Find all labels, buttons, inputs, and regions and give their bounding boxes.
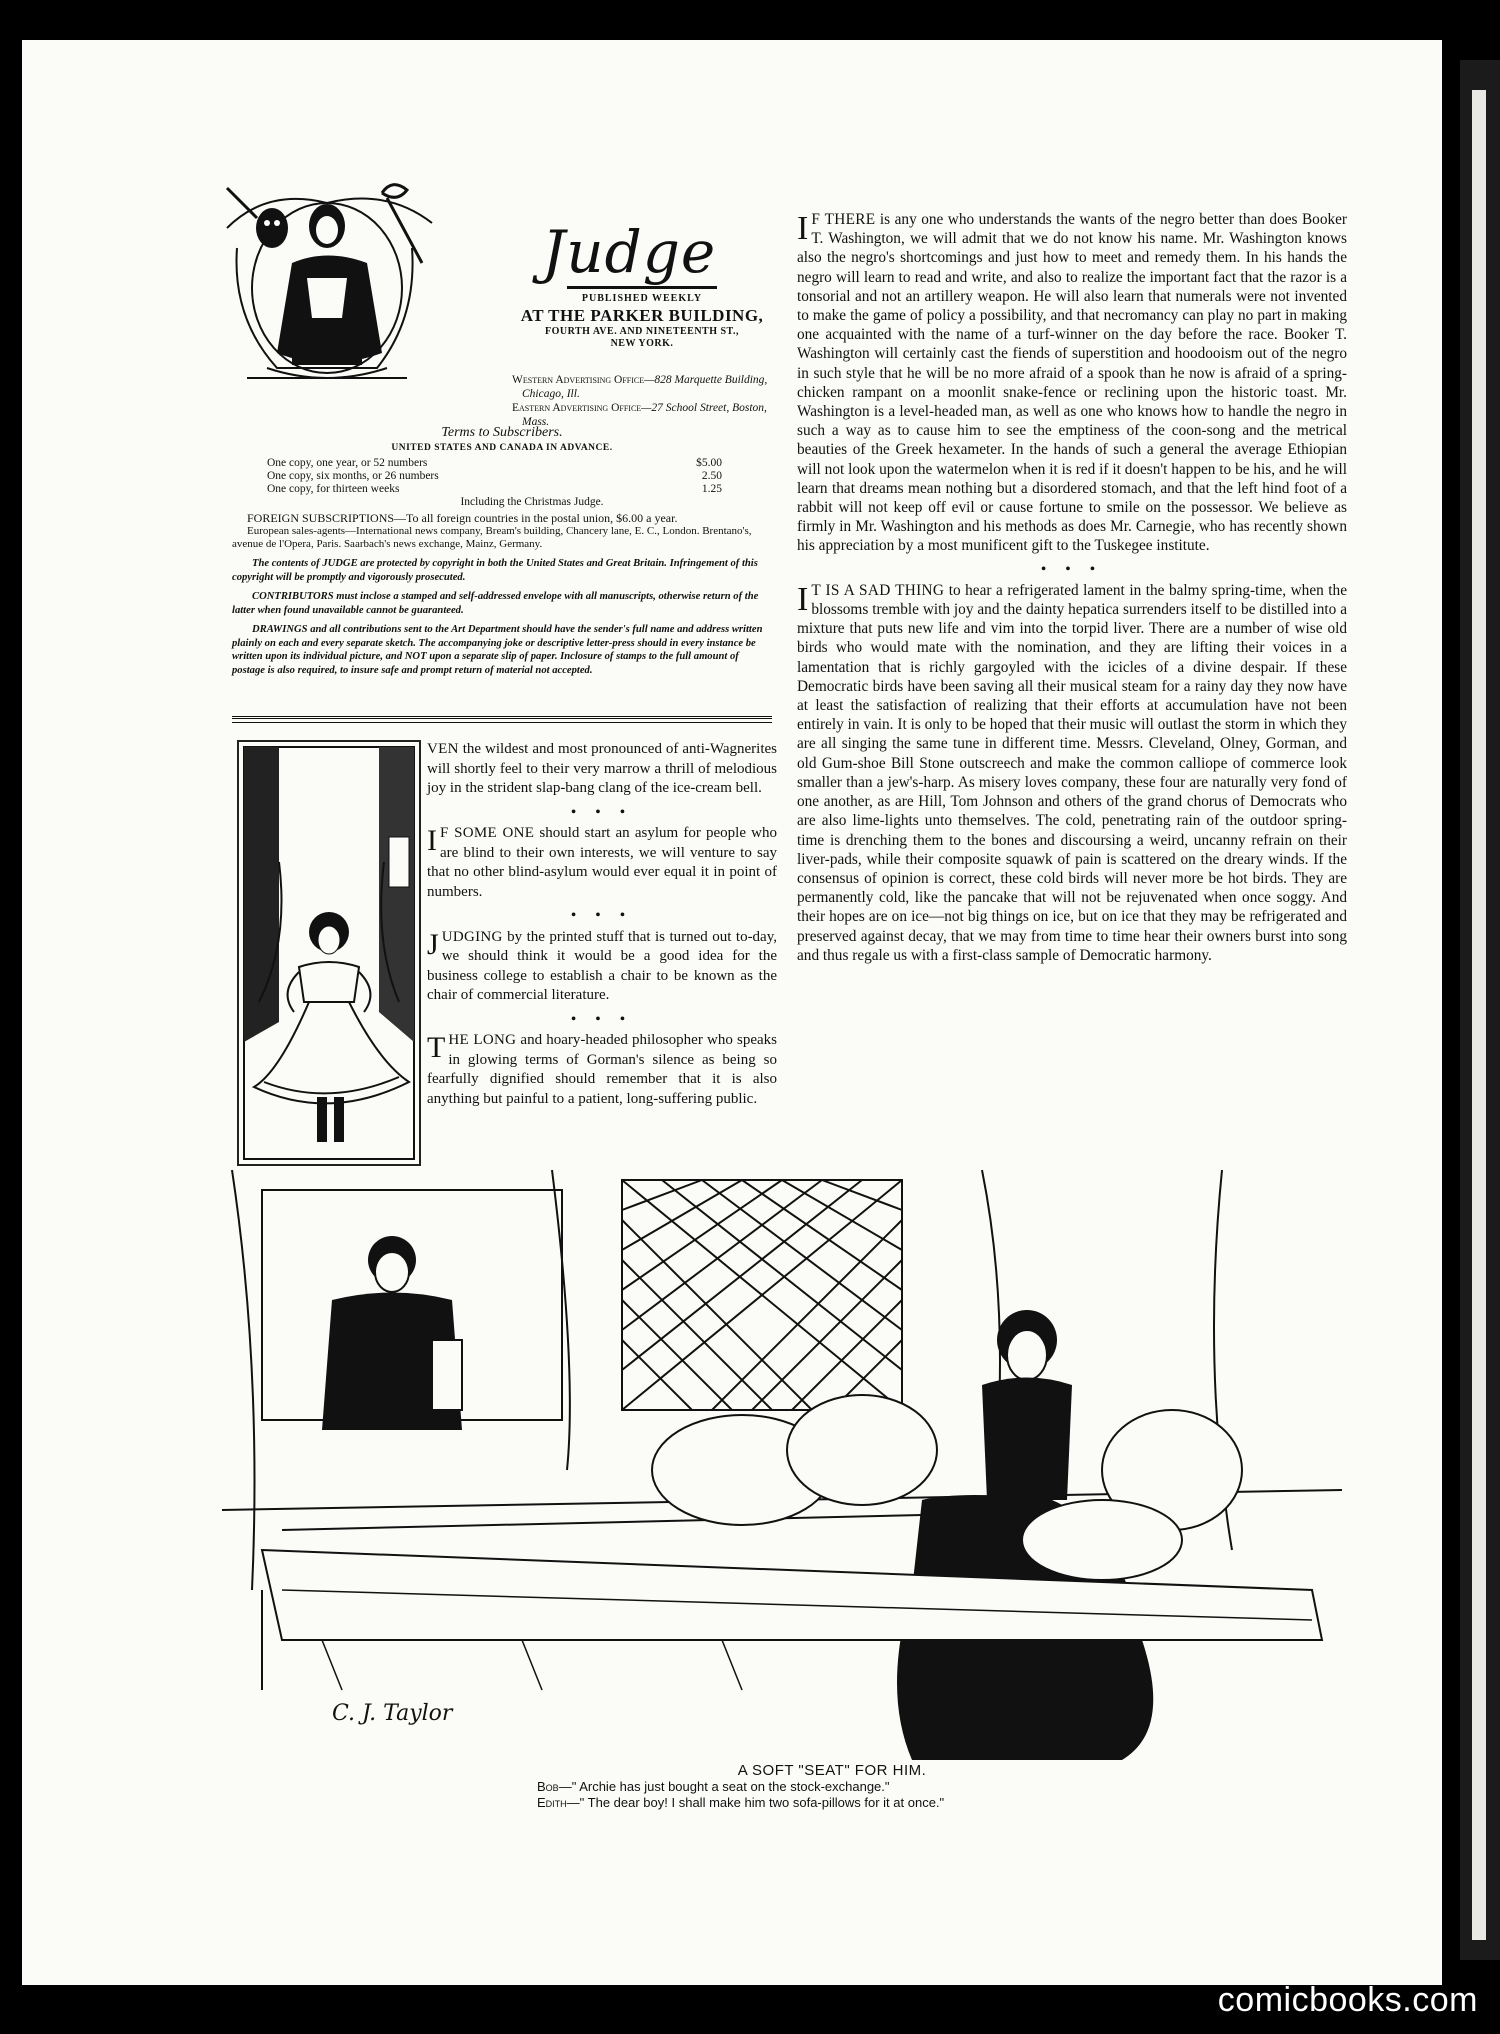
section-dots: • • • [571,908,633,923]
price-row [232,457,772,470]
publisher-building: AT THE PARKER BUILDING, [520,306,764,325]
section-divider-rule [232,716,772,723]
paragraph-lead: UDGING [441,928,503,945]
foreign-subscriptions: FOREIGN SUBSCRIPTIONS—To all foreign countries in the postal union, $6.00 a year. [247,511,678,525]
paragraph-lead: T IS A SAD THING [811,581,945,599]
adjacent-page-paper [1472,90,1486,1940]
speaker-name: Bob [537,1779,559,1794]
eastern-office-address: —27 School Street, Boston, Mass. [522,402,767,428]
eastern-office-label: Eastern Advertising Office [512,402,642,414]
terms-subtitle: UNITED STATES AND CANADA IN ADVANCE. [391,443,613,453]
western-office-label: Western Advertising Office [512,374,645,386]
section-dots: • • • [571,804,633,820]
magazine-logo: Judge [542,218,717,286]
paragraph-washington [797,210,1347,556]
published-weekly: PUBLISHED WEEKLY [581,293,703,304]
paragraph-sad-thing [797,581,1347,965]
section-dots: • • • [1041,561,1103,577]
watermark: comicbooks.com [1217,1981,1478,2019]
paragraph-text: to hear a refrigerated lament in the balmy spring-time, when the blossoms tremble with joy and the dainty hepatica surrenders itself to be distilled into a mixture that puts new life and vim into the torpid liver. There are a number of wise old birds who would mate with the nomination, and they are lifting their voices in a lamentation that is richly gargoyled with the icicles of a divine despair. If these Democratic birds have been saving all their musical steam for a rainy day they now have at least the satisfaction of realizing that their efforts at accumulation have not been entirely in vain. It is only to be hoped that their music will outlast the storm in which they are all singing the same tune in different time. Messrs. Cleveland, Olney, Gorman, and old Gum-shoe Bill Stone outscreech and make the common calliope of commerce look smaller than a jew's-harp. As misery loves company, these four are naturally very fond of one another, as are Hill, Tom Johnson and others of the grand chorus of Democrats who are also lime-lights unto themselves. The cold, penetrating rain of the outdoor spring-time is drenching them to the bones and discoursing a weird, uncanny refrain on their liver-pads, while their composite squawk of pain is scattered on the dreary winds. If the consensus of opinion is correct, these cold birds will never more be hot birds. They are permanently cold, like the pancake that will not be rejuvenated when once soggy. And their hopes are on ice—not big things on ice, but on ice that they may be refrigerated and preserved against decay, that we may from time to time hear their owners burst into song and thus regale us with a first-class sample of Democratic harmony. [797,581,1347,964]
masthead-illustration [207,168,447,388]
paragraph-lead: HE LONG [448,1032,517,1048]
cartoon-illustration [222,1170,1342,1760]
speaker-name: Edith [537,1795,567,1810]
magazine-page [22,40,1442,1985]
price-value: $5.00 [696,457,722,469]
left-column-paragraphs [427,740,777,1109]
cartoon-title: A SOFT "SEAT" FOR HIM. [737,1762,927,1779]
price-row [232,483,772,496]
price-value: 1.25 [701,483,722,495]
terms-title: Terms to Subscribers. [441,425,563,440]
paragraph-philosopher [427,1031,777,1109]
paragraph-ice-cream [427,740,777,799]
drop-cap: T [427,1031,446,1064]
price-row [232,470,772,483]
paragraph-text: by the printed stuff that is turned out to-day, we should think it would be a good idea for the business college to establish a chair to be known as the chair of commercial literature. [427,928,777,1003]
adjacent-page-edge [1460,60,1500,1960]
contributors-notice: CONTRIBUTORS must inclose a stamped and self-addressed envelope with all manuscripts, otherwise return of the latter when found unavailable cannot be guaranteed. [232,591,759,616]
price-value: 2.50 [701,470,722,482]
logo-underline [567,286,717,289]
european-sales-agents: European sales-agents—International news company, Bream's building, Chancery lane, E. C., London. Brentano's, avenue de l'Opera, Paris. Saarbach's news exchange, Mainz, Germany. [232,525,752,550]
right-column-editorial [797,210,1347,965]
drop-cap: I [427,824,437,857]
paragraph-lead: VEN [427,741,459,757]
section-dots: • • • [571,1011,633,1027]
caption-line [522,1779,1142,1795]
price-label: One copy, one year, or 52 numbers [267,457,428,469]
copyright-notice: The contents of JUDGE are protected by copyright in both the United States and Great Britain. Infringement of this copyright will be promptly and vigorously prosecuted. [232,558,758,583]
drop-cap: I [797,580,809,618]
subscription-terms [232,426,772,677]
artist-signature: C. J. Taylor [332,1701,453,1726]
cartoon-caption [522,1762,1142,1811]
paragraph-text: is any one who understands the wants of the negro better than does Booker T. Washington, we will admit that we do not know his name. Mr. Washington knows also the negro's shortcomings and just how to meet and remedy them. In his hands the negro will learn to read and write, and also to realize the important fact that the razor is a tonsorial and not an artillery weapon. He will also learn that numerals were not invented to make the game of policy a possibility, and that necromancy can play no part in making one acquainted with the name of a turf-winner on the day before the race. Booker T. Washington will certainly cast the fiends of superstition and hoodooism out of the negro in such style that he will be no more afraid of a spook than he now is afraid of a spring-chicken rampant on a moonlit snake-fence or reclining upon the historic toast. Mr. Washington is a level-headed man, as well as one who knows how to handle the negro in such a way as to cause him to see the emptiness of the coon-song and the metrical beauties of the Greek hexameter. In the hands of such a general the average Ethiopian will not look upon the watermelon when it is red if it doesn't happen to be his, and he will learn that dreams mean nothing but a disordered stomach, and that the left hind foot of a rabbit will not keep off evil or cause fortune to smile on the possessor. We believe as firmly in Mr. Washington and his methods as does Mr. Carnegie, who has recently shown his appreciation by a most munificent gift to the Tuskegee institute. [797,211,1347,555]
paragraph-text: and hoary-headed philosopher who speaks in glowing terms of Gorman's silence as being so fearfully dignified should remember that it is also anything but painful to a patient, long-suffering public. [427,1032,777,1107]
advertising-offices [512,373,772,429]
paragraph-text: the wildest and most pronounced of anti-Wagnerites will shortly feel to their very marrow a thrill of melodious joy in the strident slap-bang clang of the ice-cream bell. [427,741,777,796]
price-label: One copy, for thirteen weeks [267,483,400,495]
caption-line [522,1795,1142,1811]
western-office-address: —828 Marquette Building, Chicago, Ill. [522,374,768,400]
western-office [512,373,772,401]
paragraph-judging [427,928,777,1006]
dialogue-text: —" The dear boy! I shall make him two sofa-pillows for it at once." [566,1795,945,1810]
paragraph-lead: F SOME ONE [440,825,535,841]
price-label: One copy, six months, or 26 numbers [267,470,439,482]
publisher-address-line1: FOURTH AVE. AND NINETEENTH ST., [545,326,739,337]
drawings-notice: DRAWINGS and all contributions sent to the Art Department should have the sender's full name and address written plainly on each and every separate sketch. The accompanying joke or descriptive letter-press should in every instance be written upon its individual picture, and NOT upon a separate slip of paper. Inclosure of stamps to the full amount of postage is also required, to insure safe and prompt return of material not accepted. [232,624,763,676]
paragraph-lead: F THERE [811,211,876,228]
drop-cap: J [427,927,439,961]
dialogue-text: —" Archie has just bought a seat on the stock-exchange." [558,1779,890,1794]
price-including-note: Including the Christmas Judge. [460,496,604,508]
publication-info [507,293,777,350]
paragraph-asylum [427,824,777,902]
drop-cap: I [797,210,809,247]
paragraph-text: should start an asylum for people who are blind to their own interests, we will venture to say that no other blind-asylum would ever equal it in point of numbers. [427,825,777,900]
dancer-illustration [237,740,421,1166]
publisher-address-line2: NEW YORK. [610,338,674,349]
